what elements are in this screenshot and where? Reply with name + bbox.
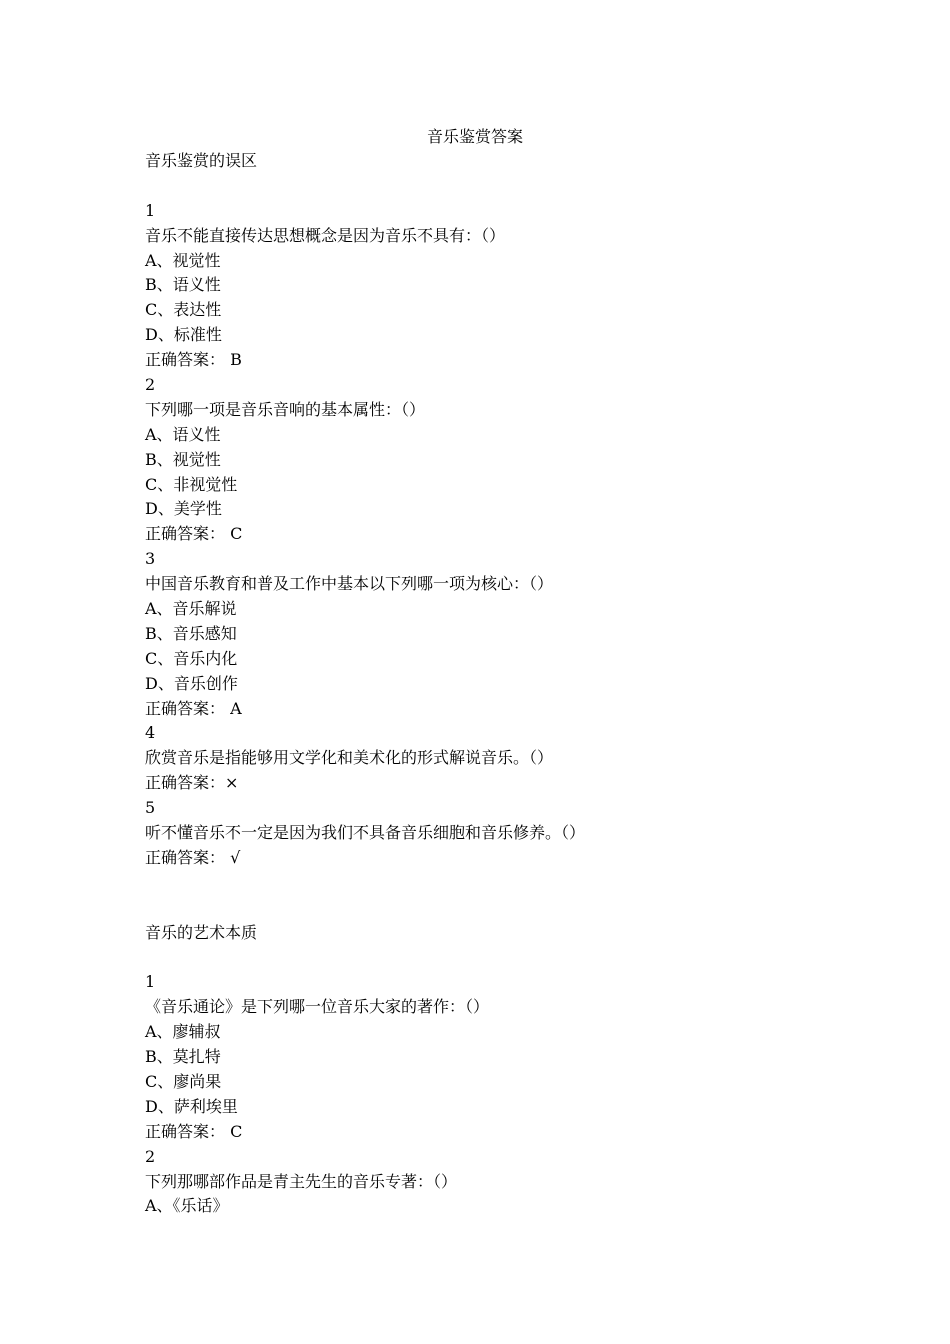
question-text: 音乐不能直接传达思想概念是因为音乐不具有：（） (145, 225, 506, 245)
option: A、音乐解说 (145, 599, 237, 619)
document-body (145, 149, 845, 1219)
question-number: 2 (145, 375, 156, 395)
option: A、视觉性 (145, 250, 221, 270)
question-text: 中国音乐教育和普及工作中基本以下列哪一项为核心：（） (145, 574, 554, 594)
spacer (145, 871, 845, 921)
option: C、表达性 (145, 300, 222, 320)
option: D、萨利埃里 (145, 1096, 238, 1116)
question-text: 欣赏音乐是指能够用文学化和美术化的形式解说音乐。（） (145, 748, 554, 768)
section-heading: 音乐的艺术本质 (145, 922, 258, 942)
option: D、标准性 (145, 325, 222, 345)
question-text: 下列哪一项是音乐音响的基本属性：（） (145, 399, 426, 419)
answer: 正确答案： A (145, 698, 242, 718)
question-number: 5 (145, 798, 156, 818)
option: B、音乐感知 (145, 623, 237, 643)
option: A、《乐话》 (145, 1196, 229, 1216)
option: C、非视觉性 (145, 474, 238, 494)
question-number: 2 (145, 1146, 156, 1166)
spacer (145, 946, 845, 971)
question-number: 1 (145, 200, 156, 220)
answer: 正确答案：× (145, 773, 239, 793)
document-title: 音乐鉴赏答案 (426, 127, 523, 146)
option: A、廖辅叔 (145, 1022, 221, 1042)
option: C、廖尚果 (145, 1071, 222, 1091)
question-number: 4 (145, 723, 156, 743)
option: A、语义性 (145, 424, 221, 444)
option: B、莫扎特 (145, 1047, 221, 1067)
spacer (145, 174, 845, 199)
option: C、音乐内化 (145, 648, 238, 668)
option: D、美学性 (145, 499, 222, 519)
question-text: 下列那哪部作品是青主先生的音乐专著：（） (145, 1171, 458, 1191)
option: B、语义性 (145, 275, 221, 295)
question-number: 3 (145, 549, 156, 569)
section-heading: 音乐鉴赏的误区 (145, 151, 258, 170)
question-text: 听不懂音乐不一定是因为我们不具备音乐细胞和音乐修养。（） (145, 823, 586, 843)
answer: 正确答案： √ (145, 847, 241, 867)
question-text: 《音乐通论》是下列哪一位音乐大家的著作：（） (145, 997, 490, 1017)
answer: 正确答案： C (145, 524, 243, 544)
answer: 正确答案： C (145, 1121, 243, 1141)
option: B、视觉性 (145, 449, 221, 469)
question-number: 1 (145, 972, 156, 992)
answer: 正确答案： B (145, 350, 242, 370)
option: D、音乐创作 (145, 673, 238, 693)
